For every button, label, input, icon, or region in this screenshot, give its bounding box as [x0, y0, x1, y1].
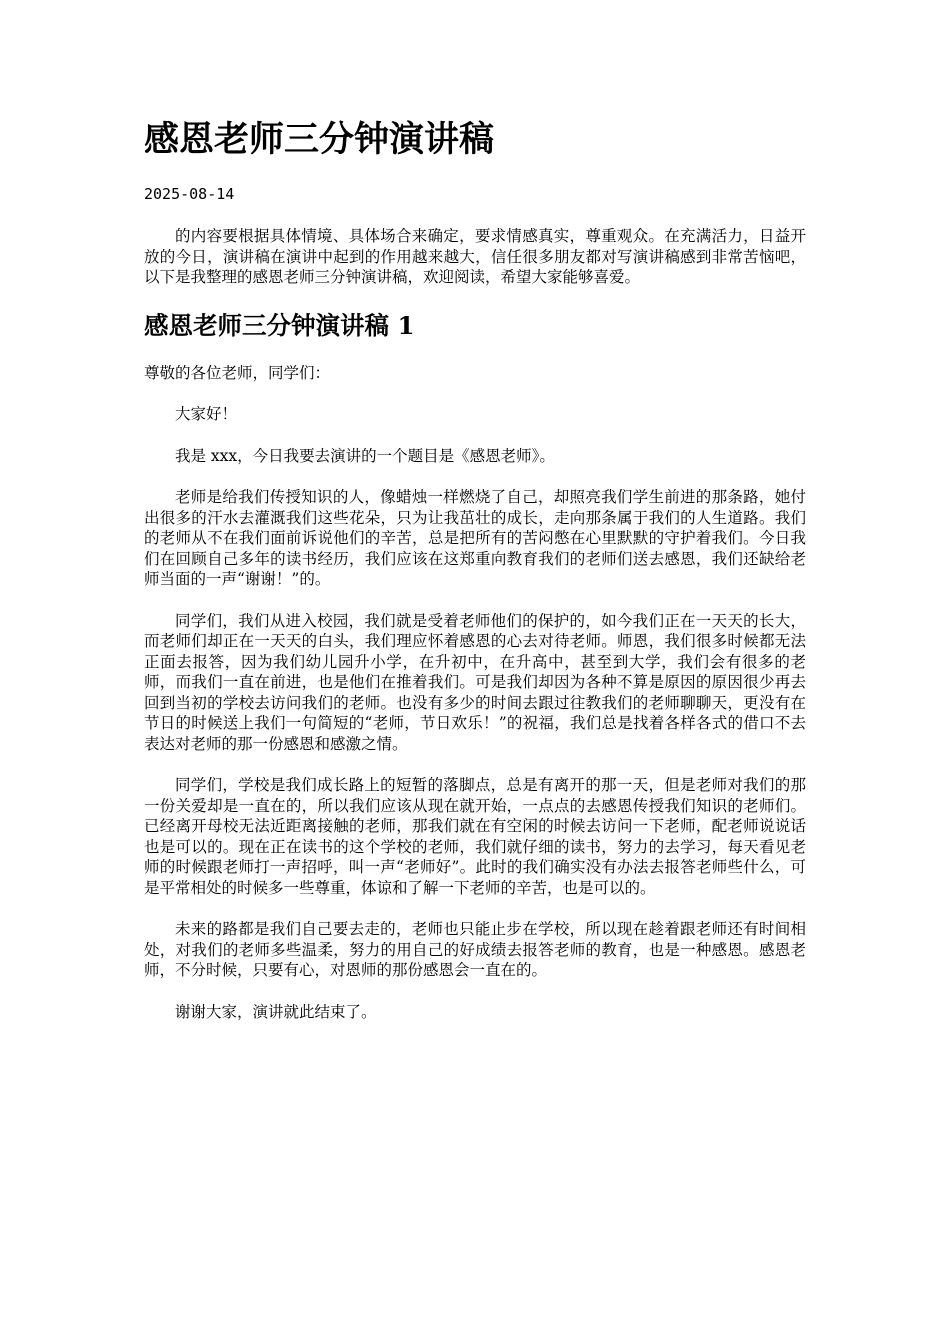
body-paragraph: 同学们，学校是我们成长路上的短暂的落脚点，总是有离开的那一天，但是老师对我们的那一份关爱却是一直在的，所以我们应该从现在就开始，一点点的去感恩传授我们知识的老师们。已经离开母校无法近距离接触的老师，那我们就在有空闲的时候去访问一下老师，配老师说说话也是可以的。现在正在读书的这个学校的老师，我们就仔细的读书，努力的去学习，每天看见老师的时候跟老师打一声招呼，叫一声“老师好”。此时的我们确实没有办法去报答老师些什么，可是平常相处的时候多一些尊重，体谅和了解一下老师的辛苦，也是可以的。: [144, 776, 806, 897]
document-body: [144, 226, 806, 1043]
body-paragraph: 我是 xxx，今日我要去演讲的一个题目是《感恩老师》。: [175, 446, 555, 465]
document-title: 感恩老师三分钟演讲稿: [144, 119, 495, 160]
closing-paragraph: 谢谢大家，演讲就此结束了。: [175, 1002, 377, 1021]
intro-paragraph: 的内容要根据具体情境、具体场合来确定，要求情感真实，尊重观众。在充满活力，日益开放的今日，演讲稿在演讲中起到的作用越来越大，信任很多朋友都对写演讲稿感到非常苦恼吧，以下是我整理的感恩老师三分钟演讲稿，欢迎阅读，希望大家能够喜爱。: [144, 227, 806, 286]
body-paragraph: 大家好！: [175, 405, 238, 423]
section-heading: 感恩老师三分钟演讲稿 1: [144, 310, 415, 340]
body-paragraph: 老师是给我们传授知识的人，像蜡烛一样燃烧了自己，却照亮我们学生前进的那条路，她付出很多的汗水去灌溉我们这些花朵，只为让我茁壮的成长，走向那条属于我们的人生道路。我们的老师从不在我们面前诉说他们的辛苦，总是把所有的苦闷憋在心里默默的守护着我们。今日我们在回顾自己多年的读书经历，我们应该在这郑重向教育我们的老师们送去感恩，我们还缺给老师当面的一声“谢谢！”的。: [144, 488, 806, 588]
body-paragraph: 同学们，我们从进入校园，我们就是受着老师他们的保护的，如今我们正在一天天的长大，而老师们却正在一天天的白头，我们理应怀着感恩的心去对待老师。师恩，我们很多时候都无法正面去报答，因为我们幼儿园升小学，在升初中，在升高中，甚至到大学，我们会有很多的老师，而我们一直在前进，也是他们在推着我们。可是我们却因为各种不算是原因的原因很少再去回到当初的学校去访问我们的老师。也没有多少的时间去跟过往教我们的老师聊聊天，更没有在节日的时候送上我们一句简短的“老师，节日欢乐！”的祝福，我们总是找着各样各式的借口不去表达对老师的那一份感恩和感激之情。: [144, 611, 806, 753]
publish-date: 2025-08-14: [144, 185, 235, 203]
salutation: 尊敬的各位老师，同学们：: [144, 363, 331, 382]
body-paragraph: 未来的路都是我们自己要去走的，老师也只能止步在学校，所以现在趁着跟老师还有时间相处，对我们的老师多些温柔，努力的用自己的好成绩去报答老师的教育，也是一种感恩。感恩老师，不分时候，只要有心，对恩师的那份感恩会一直在的。: [144, 920, 806, 979]
